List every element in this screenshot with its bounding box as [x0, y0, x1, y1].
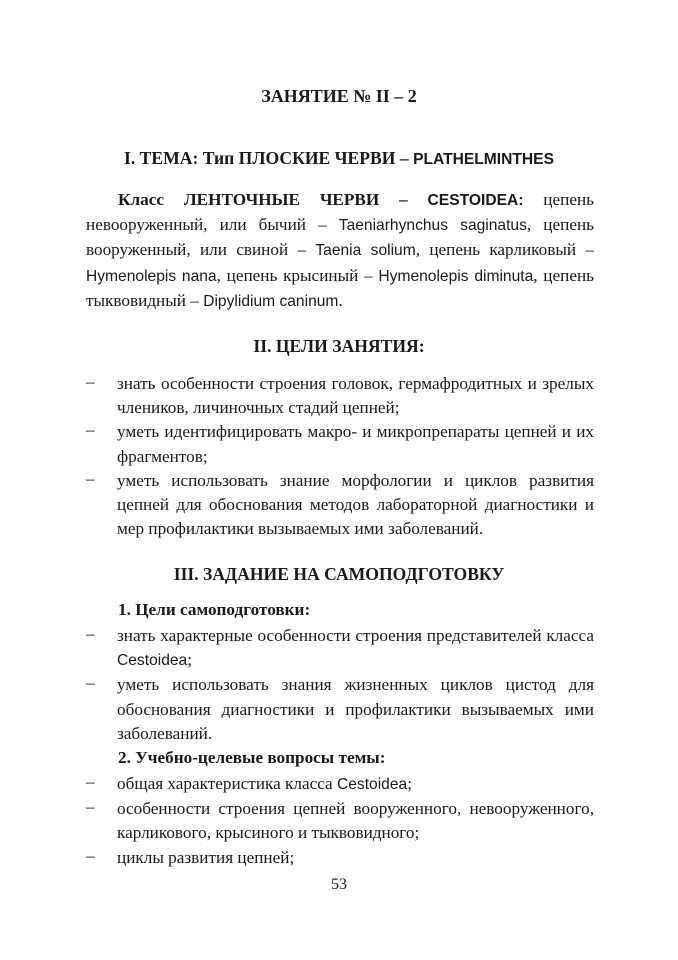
- latin-name: Hymenolepis diminuta: [378, 267, 534, 285]
- list-dash: –: [86, 673, 95, 693]
- list-dash: –: [86, 845, 95, 865]
- list-item-text: циклы развития цепней;: [117, 847, 295, 867]
- list-item-text: знать особенности строения головок, гермафродитных и зрелых члеников, личиночных стадий цепней;: [117, 374, 594, 418]
- list-item-text: уметь идентифицировать макро- и микропрепараты цепней и их фрагментов;: [117, 422, 594, 466]
- list-dash: –: [86, 372, 95, 391]
- item-text: общая характеристика класса: [117, 774, 337, 793]
- paragraph-text: , цепень карликовый –: [415, 240, 595, 260]
- subheading-selfprep-goals: 1. Цели самоподготовки:: [118, 600, 311, 619]
- class-paragraph: [86, 188, 594, 314]
- questions-list: [0, 772, 678, 870]
- section-heading-selfprep: III. ЗАДАНИЕ НА САМОПОДГОТОВКУ: [173, 564, 505, 584]
- list-item: [0, 797, 678, 845]
- list-dash: –: [86, 624, 95, 643]
- selfprep-goals-list: [0, 624, 678, 746]
- paragraph-text: .: [338, 290, 343, 310]
- section-heading-goals: II. ЦЕЛИ ЗАНЯТИЯ:: [253, 336, 425, 356]
- list-item-text: [117, 772, 594, 797]
- paragraph-text: , цепень тыквовидный –: [86, 265, 594, 310]
- list-item-text: особенности строения цепней вооруженного, невооруженного, карликового, крысиного и тыквовидного;: [117, 799, 594, 843]
- list-dash: –: [86, 468, 95, 488]
- list-item-text: [117, 624, 594, 673]
- list-item: [0, 673, 678, 746]
- page-number: 53: [331, 876, 347, 893]
- theme-latin: PLATHELMINTHES: [413, 151, 554, 168]
- latin-name: Dipylidium caninum: [203, 292, 339, 310]
- list-item: [0, 420, 678, 468]
- subheading-questions: 2. Учебно-целевые вопросы темы:: [118, 748, 386, 767]
- item-text: ;: [187, 650, 192, 670]
- list-dash: –: [86, 772, 95, 791]
- theme-prefix: I. ТЕМА: Тип ПЛОСКИЕ ЧЕРВИ –: [124, 148, 414, 168]
- list-item-text: уметь использовать знание морфологии и циклов развития цепней для обоснования методов лабораторной диагностики и мер профилактики вызываемых ими заболеваний.: [117, 470, 594, 539]
- class-lead: Класс ЛЕНТОЧНЫЕ ЧЕРВИ –: [118, 190, 428, 209]
- paragraph-text: цепень невооруженный, или бычий –: [86, 190, 594, 235]
- goals-list: [0, 372, 678, 541]
- paragraph-text: , цепень вооруженный, или свиной –: [86, 215, 594, 260]
- latin-name: Hymenolepis nana: [86, 267, 217, 285]
- list-item: [0, 772, 678, 797]
- lesson-title: ЗАНЯТИЕ № II – 2: [261, 86, 417, 106]
- list-item-text: уметь использовать знания жизненных циклов цистод для обоснования диагностики и профилактики вызываемых ими заболеваний.: [117, 675, 594, 743]
- paragraph-text: , цепень крысиный –: [216, 265, 379, 285]
- latin-name: Taenia solium: [315, 242, 416, 260]
- list-item: [0, 846, 678, 870]
- list-item: [0, 469, 678, 542]
- latin-name: Cestoidea: [117, 652, 188, 670]
- latin-name: Taeniarhynchus saginatus: [338, 217, 527, 235]
- list-dash: –: [86, 797, 95, 817]
- class-lead-latin: CESTOIDEA:: [427, 192, 524, 209]
- list-dash: –: [86, 420, 95, 440]
- item-text: знать характерные особенности строения представителей класса: [117, 626, 594, 645]
- item-text: ;: [407, 774, 412, 793]
- list-item: [0, 624, 678, 673]
- list-item: [0, 372, 678, 420]
- latin-name: Cestoidea: [336, 776, 408, 793]
- theme-heading: [0, 148, 678, 169]
